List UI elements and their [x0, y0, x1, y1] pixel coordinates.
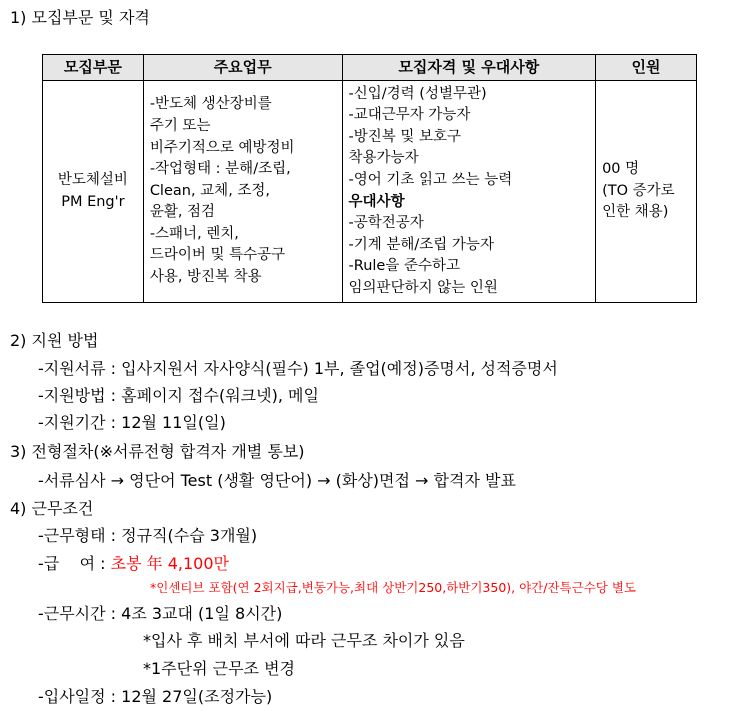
- duty-line: Clean, 교체, 조정,: [149, 182, 271, 199]
- cell-headcount: [596, 81, 697, 303]
- salary-value: 초봉 年 4,100만: [110, 554, 229, 573]
- cell-qualifications: [342, 81, 596, 303]
- salary-row: [38, 553, 229, 575]
- work-hours-note-2: *1주단위 근무조 변경: [143, 659, 295, 678]
- selection-process: -서류심사 → 영단어 Test (생활 영단어) → (화상)면접 → 합격자 발표: [38, 471, 516, 490]
- duty-line: -스패너, 렌치,: [149, 225, 239, 242]
- cell-category: [43, 81, 144, 303]
- header-headcount: 인원: [596, 55, 697, 81]
- qualification-line: -방진복 및 보호구: [348, 128, 462, 145]
- category-line: PM Eng'r: [61, 193, 125, 210]
- salary-label: -급 여 :: [38, 554, 106, 573]
- duty-line: 비주기적으로 예방정비: [149, 139, 295, 156]
- category-line: 반도체설비: [57, 171, 128, 188]
- preferred-line: -공학전공자: [348, 215, 424, 232]
- section-1-title: 1) 모집부문 및 자격: [10, 8, 150, 27]
- table-header-row: [43, 55, 697, 81]
- application-method: -지원방법 : 홈페이지 접수(워크넷), 메일: [38, 386, 319, 405]
- headcount-line: 00 명: [602, 161, 640, 178]
- salary-note: *인센티브 포함(연 2회지급,변동가능,최대 상반기250,하반기350), 야간/잔특근수당 별도: [150, 580, 636, 595]
- duty-line: 드라이버 및 특수공구: [149, 247, 286, 264]
- recruitment-table: [42, 54, 697, 303]
- qualification-line: 착용가능자: [348, 150, 419, 167]
- headcount-line: (TO 증가로: [602, 182, 675, 199]
- preferred-line: -기계 분해/조립 가능자: [348, 236, 494, 253]
- preferred-line: -Rule을 준수하고: [348, 258, 460, 275]
- qualification-line: -신입/경력 (성별무관): [348, 85, 487, 102]
- work-hours: -근무시간 : 4조 3교대 (1일 8시간): [38, 604, 283, 623]
- application-documents: -지원서류 : 입사지원서 자사양식(필수) 1부, 졸업(예정)증명서, 성적증명서: [38, 359, 558, 378]
- duty-line: 윤활, 점검: [149, 204, 216, 221]
- work-hours-note-1: *입사 후 배치 부서에 따라 근무조 차이가 있음: [143, 631, 465, 650]
- table-row: [43, 81, 697, 303]
- header-duties: 주요업무: [143, 55, 342, 81]
- qualification-line: -영어 기초 읽고 쓰는 능력: [348, 171, 513, 188]
- section-3-title: 3) 전형절차(※서류전형 합격자 개별 통보): [10, 442, 305, 461]
- header-qualifications: 모집자격 및 우대사항: [342, 55, 596, 81]
- duty-line: 주기 또는: [149, 117, 211, 134]
- section-2-title: 2) 지원 방법: [10, 331, 99, 350]
- duty-line: -반도체 생산장비를: [149, 96, 272, 113]
- qualification-line: -교대근무자 가능자: [348, 107, 471, 124]
- duty-line: 사용, 방진복 착용: [149, 269, 262, 286]
- work-type: -근무형태 : 정규직(수습 3개월): [38, 526, 258, 545]
- preferred-line: 임의판단하지 않는 인원: [348, 279, 498, 296]
- preferred-title: 우대사항: [348, 193, 405, 210]
- cell-duties: [143, 81, 342, 303]
- headcount-line: 인한 채용): [602, 204, 669, 221]
- application-period: -지원기간 : 12월 11일(일): [38, 413, 226, 432]
- duty-line: -작업형태 : 분해/조립,: [149, 161, 291, 178]
- start-date: -입사일정 : 12월 27일(조정가능): [38, 687, 273, 706]
- header-category: 모집부문: [43, 55, 144, 81]
- section-4-title: 4) 근무조건: [10, 499, 94, 518]
